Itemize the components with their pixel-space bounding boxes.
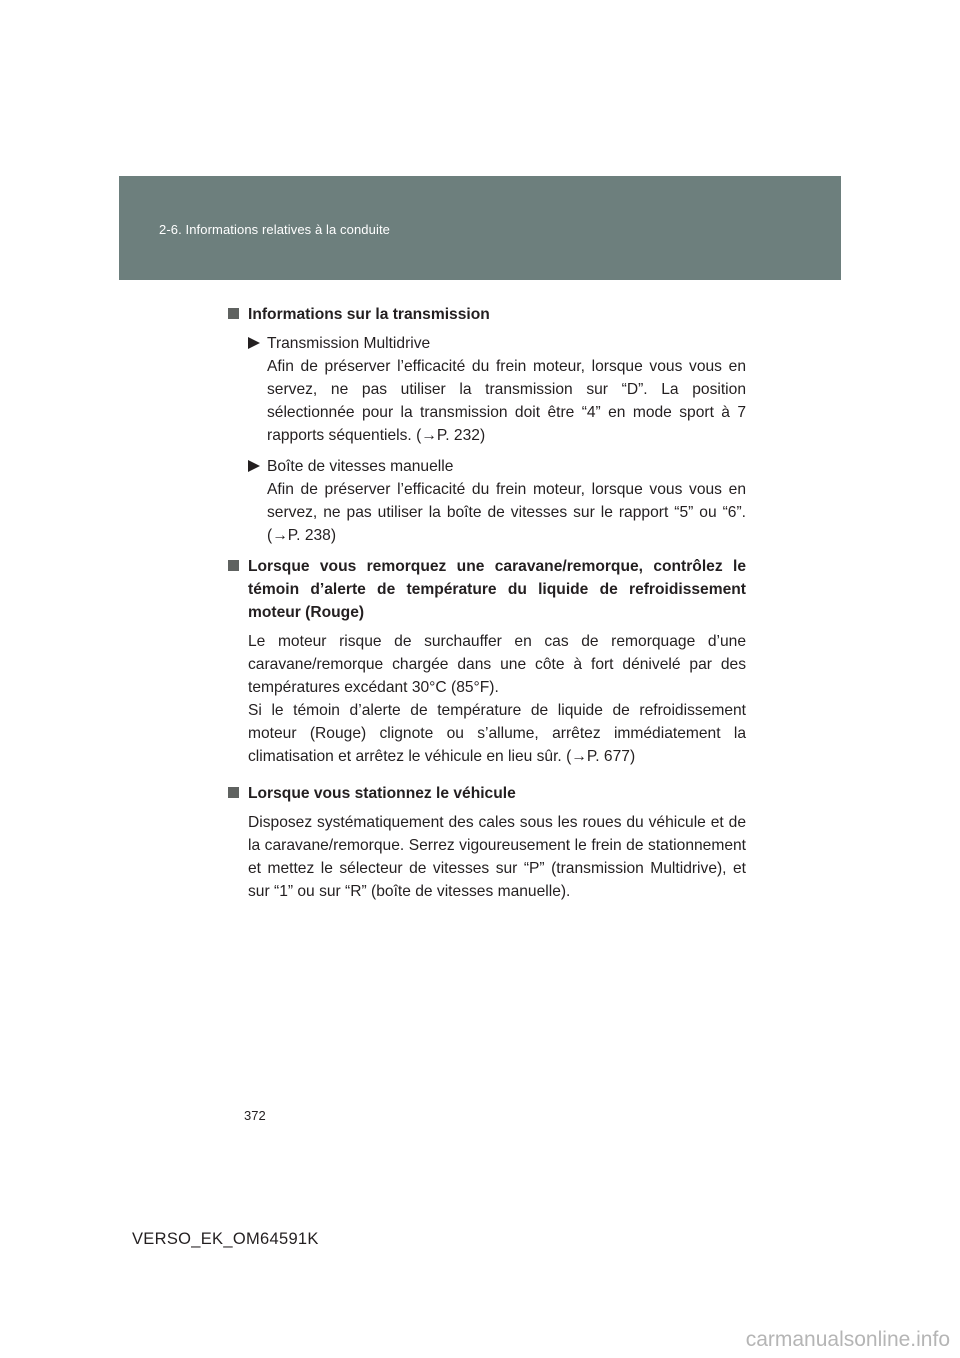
- section-transmission: [228, 303, 746, 547]
- square-bullet-icon: [228, 787, 239, 798]
- watermark-text: carmanualsonline.info: [745, 1328, 950, 1351]
- section-paragraph: Disposez systématiquement des cales sous les roues du véhicule et de la caravane/remorque. Serrez vigoureusement le frein de stationnement et mettez le sélecteur de vitesses sur “P” (transmission Multidrive), et sur “1” ou sur “R” (boîte de vitesses manuelle).: [248, 814, 746, 900]
- square-bullet-icon: [228, 308, 239, 319]
- item-text: Afin de préserver l’efficacité du frein moteur, lorsque vous vous en servez, ne pas utiliser la boîte de vitesses sur le rapport “5” ou “6”. (→P. 238): [267, 481, 746, 544]
- list-item: [228, 332, 746, 447]
- section-heading: Lorsque vous remorquez une caravane/remorque, contrôlez le témoin d’alerte de température du liquide de refroidissement moteur (Rouge): [228, 555, 746, 624]
- item-text: Afin de préserver l’efficacité du frein moteur, lorsque vous vous en servez, ne pas utiliser la transmission sur “D”. La position sélectionnée pour la transmission doit être “4” en mode sport à 7 rapports séquentiels. (→P. 232): [267, 358, 746, 444]
- square-bullet-icon: [228, 560, 239, 571]
- list-item: [228, 455, 746, 547]
- triangle-bullet-icon: [248, 460, 260, 472]
- chapter-header: [119, 176, 841, 280]
- section-towing: [228, 555, 746, 768]
- chapter-title: 2-6. Informations relatives à la conduite: [159, 222, 390, 237]
- section-parking: [228, 782, 746, 903]
- section-paragraph: Le moteur risque de surchauffer en cas de remorquage d’une caravane/remorque chargée dans une côte à fort dénivelé par des températures excédant 30°C (85°F). Si le témoin d’alerte de température de liquide de refroidissement moteur (Rouge) clignote ou s’allume, arrêtez immédiatement la climatisation et arrêtez le véhicule en lieu sûr. (→P. 677): [248, 633, 746, 765]
- section-heading: Lorsque vous stationnez le véhicule: [228, 782, 746, 805]
- item-title: Transmission Multidrive: [267, 335, 431, 352]
- page-number: 372: [244, 1108, 266, 1123]
- item-title: Boîte de vitesses manuelle: [267, 458, 454, 475]
- section-heading: Informations sur la transmission: [228, 303, 746, 326]
- triangle-bullet-icon: [248, 337, 260, 349]
- page-content: [228, 303, 746, 903]
- document-code: VERSO_EK_OM64591K: [132, 1230, 319, 1248]
